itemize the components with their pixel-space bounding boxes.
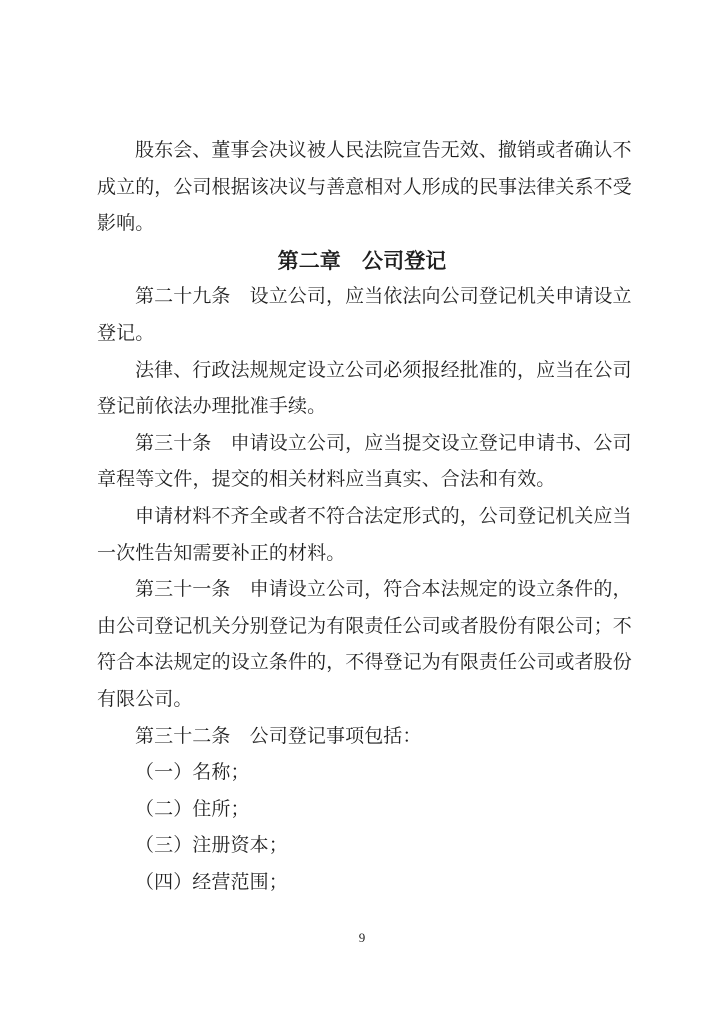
text-line: 第三十一条 申请设立公司，符合本法规定的设立条件的， <box>135 579 632 601</box>
text-line: 申请材料不齐全或者不符合法定形式的，公司登记机关应当 <box>135 505 632 527</box>
text-line: 第三十条 申请设立公司，应当提交设立登记申请书、公司 <box>135 432 632 454</box>
text-line: 登记前依法办理批准手续。 <box>97 396 327 418</box>
document-body <box>97 133 632 901</box>
text-line: （四）经营范围； <box>135 871 288 893</box>
text-line: 一次性告知需要补正的材料。 <box>97 542 346 564</box>
text-line: 登记。 <box>97 322 155 344</box>
text-line: 成立的，公司根据该决议与善意相对人形成的民事法律关系不受 <box>97 176 632 198</box>
text-line: 有限公司。 <box>97 688 193 710</box>
text-line: 章程等文件，提交的相关材料应当真实、合法和有效。 <box>97 469 556 491</box>
page-number: 9 <box>358 930 366 945</box>
text-line: 第三十二条 公司登记事项包括： <box>135 725 422 747</box>
chapter-heading: 第二章 公司登记 <box>277 248 447 273</box>
text-line: 由公司登记机关分别登记为有限责任公司或者股份有限公司；不 <box>97 615 632 637</box>
text-line: 法律、行政法规规定设立公司必须报经批准的，应当在公司 <box>135 359 632 381</box>
text-line: 第二十九条 设立公司，应当依法向公司登记机关申请设立 <box>135 286 632 308</box>
text-line: 符合本法规定的设立条件的，不得登记为有限责任公司或者股份 <box>97 652 632 674</box>
text-line: （三）注册资本； <box>135 835 288 857</box>
text-line: （一）名称； <box>135 762 250 784</box>
text-line: 影响。 <box>97 213 155 235</box>
text-line: 股东会、董事会决议被人民法院宣告无效、撤销或者确认不 <box>135 140 632 161</box>
text-line: （二）住所； <box>135 798 250 820</box>
